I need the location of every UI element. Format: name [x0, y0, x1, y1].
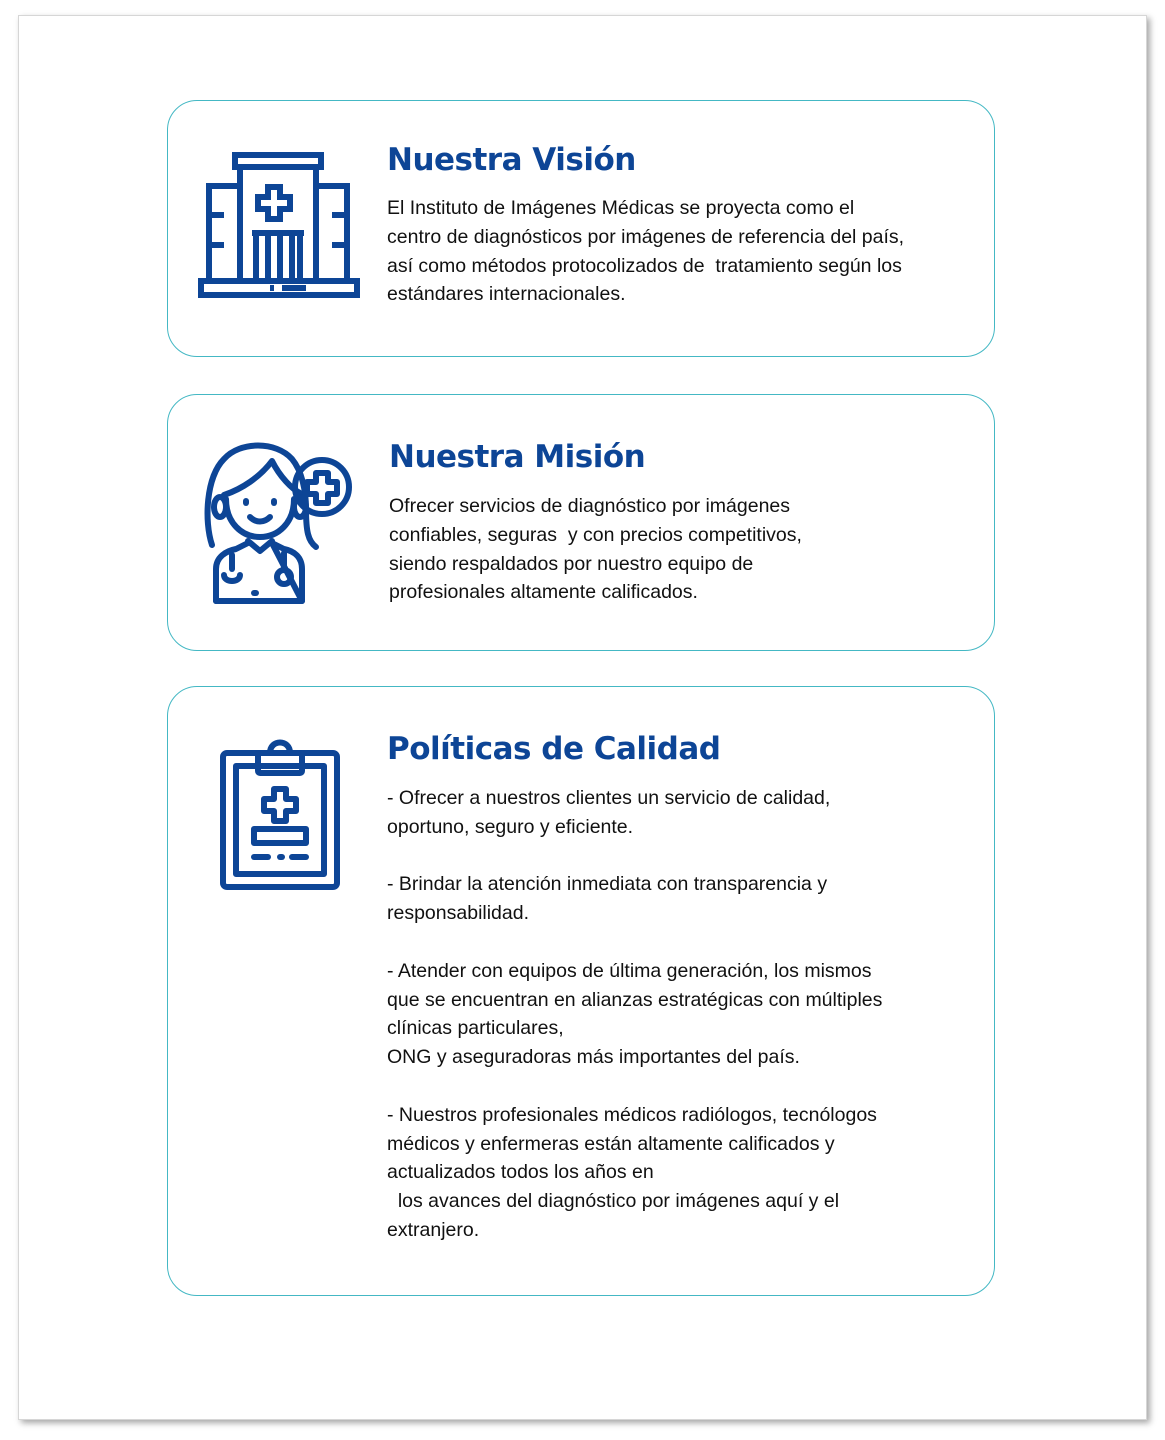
mission-line: siendo respaldados por nuestro equipo de: [389, 552, 754, 575]
quality-line: - Nuestros profesionales médicos radiólogos, tecnólogos: [387, 1103, 877, 1126]
quality-spacer: [387, 842, 882, 871]
quality-line: que se encuentran en alianzas estratégicas con múltiples: [387, 988, 883, 1011]
hospital-icon: [198, 151, 362, 303]
quality-line: oportuno, seguro y eficiente.: [387, 815, 634, 838]
quality-line: responsabilidad.: [387, 902, 530, 925]
vision-text: [387, 194, 904, 309]
document-page: [18, 15, 1147, 1420]
vision-line: estándares internacionales.: [387, 283, 626, 306]
quality-text: [387, 784, 882, 1245]
quality-card: [167, 686, 995, 1296]
quality-line: clínicas particulares,: [387, 1017, 564, 1040]
doctor-icon: [202, 437, 362, 607]
mission-line: Ofrecer servicios de diagnóstico por imágenes: [389, 495, 791, 517]
clipboard-icon: [220, 737, 342, 893]
vision-title: Nuestra Visión: [387, 142, 636, 178]
quality-line: extranjero.: [387, 1218, 480, 1241]
quality-line: - Brindar la atención inmediata con transparencia y: [387, 873, 828, 896]
mission-card: [167, 394, 995, 651]
vision-line: así como métodos protocolizados de tratamiento según los: [387, 254, 902, 277]
mission-line: confiables, seguras y con precios competitivos,: [389, 523, 802, 546]
quality-line: - Atender con equipos de última generación, los mismos: [387, 959, 872, 982]
quality-spacer: [387, 1072, 882, 1101]
quality-line: ONG y aseguradoras más importantes del país.: [387, 1046, 800, 1069]
mission-text: [389, 492, 802, 607]
quality-line: médicos y enfermeras están altamente calificados y: [387, 1132, 835, 1155]
quality-spacer: [387, 928, 882, 957]
quality-title: Políticas de Calidad: [387, 731, 721, 767]
quality-line: - Ofrecer a nuestros clientes un servicio de calidad,: [387, 787, 831, 809]
mission-line: profesionales altamente calificados.: [389, 581, 698, 604]
quality-line: los avances del diagnóstico por imágenes aquí y el: [387, 1190, 840, 1213]
vision-line: El Instituto de Imágenes Médicas se proyecta como el: [387, 197, 855, 219]
mission-title: Nuestra Misión: [389, 439, 646, 475]
vision-card: [167, 100, 995, 357]
quality-line: actualizados todos los años en: [387, 1161, 654, 1184]
vision-line: centro de diagnósticos por imágenes de referencia del país,: [387, 225, 905, 248]
